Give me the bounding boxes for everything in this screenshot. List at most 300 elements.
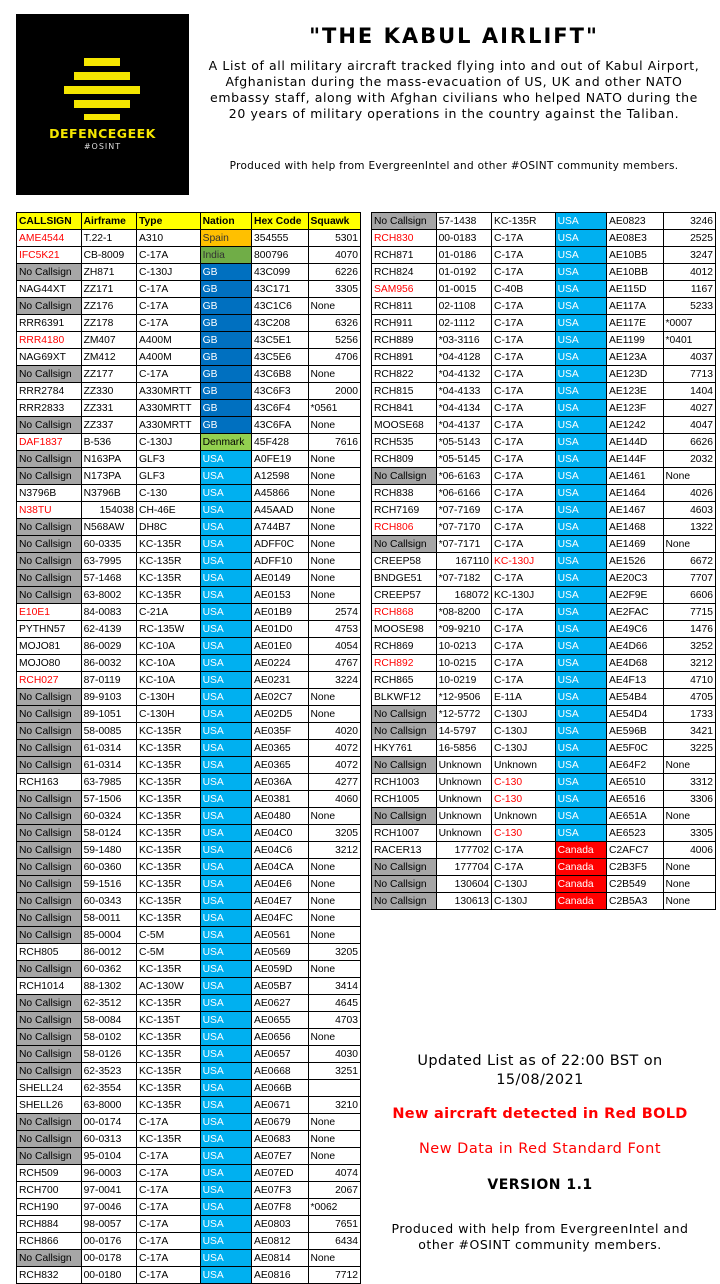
table-row: [17, 604, 361, 621]
airframe-cell: CB-8009: [81, 247, 136, 264]
airframe-cell: 60-0313: [81, 1131, 136, 1148]
type-cell: C-17A: [492, 859, 556, 876]
header-squawk: Squawk: [308, 213, 361, 230]
squawk-cell: *0007: [663, 315, 716, 332]
airframe-cell: 63-8002: [81, 587, 136, 604]
nation-cell: India: [200, 247, 251, 264]
hex-code-cell: A45866: [252, 485, 308, 502]
type-cell: CH-46E: [137, 502, 201, 519]
hex-code-cell: 43C6F4: [252, 400, 308, 417]
nation-cell: Spain: [200, 230, 251, 247]
hex-code-cell: AE651A: [607, 808, 663, 825]
table-row: [17, 315, 361, 332]
squawk-cell: 3305: [663, 825, 716, 842]
type-cell: C-130J: [492, 740, 556, 757]
airframe-cell: 86-0032: [81, 655, 136, 672]
squawk-cell: 4037: [663, 349, 716, 366]
hex-code-cell: AE04CA: [252, 859, 308, 876]
table-row: [17, 944, 361, 961]
type-cell: C-17A: [492, 638, 556, 655]
squawk-cell: 1404: [663, 383, 716, 400]
squawk-cell: 1322: [663, 519, 716, 536]
type-cell: C-17A: [137, 315, 201, 332]
type-cell: C-130J: [137, 434, 201, 451]
type-cell: KC-135R: [137, 757, 201, 774]
table-row: [17, 468, 361, 485]
hex-code-cell: AE123E: [607, 383, 663, 400]
type-cell: C-17A: [492, 417, 556, 434]
callsign-cell: RCH809: [372, 451, 437, 468]
callsign-cell: No Callsign: [17, 706, 82, 723]
airframe-cell: 00-0178: [81, 1250, 136, 1267]
nation-cell: USA: [200, 995, 251, 1012]
callsign-cell: RCH806: [372, 519, 437, 536]
page-title: "THE KABUL AIRLIFT": [309, 24, 599, 48]
table-row: [372, 808, 716, 825]
table-row: [372, 859, 716, 876]
hex-code-cell: AE07F8: [252, 1199, 308, 1216]
hex-code-cell: AE4D66: [607, 638, 663, 655]
credit-bottom: Produced with help from EvergreenIntel and other #OSINT community members.: [391, 1221, 689, 1252]
table-row: [372, 740, 716, 757]
table-row: [17, 689, 361, 706]
nation-cell: USA: [200, 1182, 251, 1199]
callsign-cell: HKY761: [372, 740, 437, 757]
airframe-cell: ZZ176: [81, 298, 136, 315]
squawk-cell: None: [663, 468, 716, 485]
hex-code-cell: ADFF0C: [252, 536, 308, 553]
table-row: [17, 383, 361, 400]
table-row: [17, 961, 361, 978]
hex-code-cell: AE144D: [607, 434, 663, 451]
callsign-cell: No Callsign: [17, 876, 82, 893]
squawk-cell: 7715: [663, 604, 716, 621]
callsign-cell: No Callsign: [17, 1250, 82, 1267]
squawk-cell: None: [308, 1148, 361, 1165]
callsign-cell: RCH830: [372, 230, 437, 247]
table-row: [17, 791, 361, 808]
type-cell: A400M: [137, 349, 201, 366]
nation-cell: USA: [555, 264, 606, 281]
type-cell: C-17A: [492, 332, 556, 349]
table-row: [17, 230, 361, 247]
type-cell: C-17A: [137, 1199, 201, 1216]
table-row: [372, 587, 716, 604]
airframe-cell: *07-7182: [436, 570, 491, 587]
squawk-cell: 4047: [663, 417, 716, 434]
airframe-cell: ZZ337: [81, 417, 136, 434]
hex-code-cell: AE0224: [252, 655, 308, 672]
callsign-cell: No Callsign: [17, 1063, 82, 1080]
nation-cell: USA: [200, 621, 251, 638]
type-cell: KC-135R: [137, 1097, 201, 1114]
airframe-cell: 62-3523: [81, 1063, 136, 1080]
airframe-cell: *03-3116: [436, 332, 491, 349]
table-row: [372, 468, 716, 485]
squawk-cell: 4703: [308, 1012, 361, 1029]
table-row: [372, 536, 716, 553]
squawk-cell: None: [308, 298, 361, 315]
squawk-cell: 1733: [663, 706, 716, 723]
type-cell: KC-135R: [137, 553, 201, 570]
callsign-cell: RCH884: [17, 1216, 82, 1233]
table-row: [372, 757, 716, 774]
hex-code-cell: AE2FAC: [607, 604, 663, 621]
nation-cell: USA: [200, 774, 251, 791]
table-row: [17, 1097, 361, 1114]
nation-cell: USA: [200, 1114, 251, 1131]
table-row: [17, 247, 361, 264]
table-row: [372, 621, 716, 638]
type-cell: C-5M: [137, 944, 201, 961]
callsign-cell: No Callsign: [372, 723, 437, 740]
nation-cell: USA: [200, 1148, 251, 1165]
callsign-cell: No Callsign: [17, 536, 82, 553]
hex-code-cell: A744B7: [252, 519, 308, 536]
callsign-cell: RCH509: [17, 1165, 82, 1182]
type-cell: KC-10A: [137, 672, 201, 689]
airframe-cell: ZZ331: [81, 400, 136, 417]
callsign-cell: NAG44XT: [17, 281, 82, 298]
callsign-cell: No Callsign: [372, 876, 437, 893]
nation-cell: USA: [200, 689, 251, 706]
table-row: [372, 825, 716, 842]
type-cell: C-17A: [492, 315, 556, 332]
squawk-cell: None: [308, 689, 361, 706]
table-row: [372, 417, 716, 434]
callsign-cell: RCH841: [372, 400, 437, 417]
table-row: [17, 519, 361, 536]
type-cell: C-17A: [492, 842, 556, 859]
table-row: [372, 502, 716, 519]
callsign-cell: No Callsign: [372, 859, 437, 876]
hex-code-cell: AE0561: [252, 927, 308, 944]
airframe-cell: 62-3554: [81, 1080, 136, 1097]
type-cell: C-17A: [492, 349, 556, 366]
squawk-cell: 4020: [308, 723, 361, 740]
table-row: [17, 706, 361, 723]
type-cell: C-17A: [137, 281, 201, 298]
squawk-cell: 4277: [308, 774, 361, 791]
table-row: [372, 366, 716, 383]
squawk-cell: None: [308, 1029, 361, 1046]
hex-code-cell: AE64F2: [607, 757, 663, 774]
header-nation: Nation: [200, 213, 251, 230]
type-cell: C-17A: [492, 519, 556, 536]
airframe-cell: *08-8200: [436, 604, 491, 621]
callsign-cell: No Callsign: [17, 740, 82, 757]
nation-cell: USA: [555, 808, 606, 825]
nation-cell: USA: [200, 1267, 251, 1284]
callsign-cell: No Callsign: [17, 825, 82, 842]
type-cell: C-5M: [137, 927, 201, 944]
squawk-cell: 3210: [308, 1097, 361, 1114]
nation-cell: Canada: [555, 842, 606, 859]
airframe-cell: 60-0362: [81, 961, 136, 978]
callsign-cell: No Callsign: [17, 757, 82, 774]
callsign-cell: RCH535: [372, 434, 437, 451]
hex-code-cell: AE0627: [252, 995, 308, 1012]
logo-brand-text: DEFENCEGEEK: [49, 126, 156, 141]
nation-cell: Canada: [555, 876, 606, 893]
nation-cell: USA: [555, 740, 606, 757]
type-cell: C-130H: [137, 689, 201, 706]
squawk-cell: None: [308, 519, 361, 536]
airframe-cell: B-536: [81, 434, 136, 451]
callsign-cell: PYTHN57: [17, 621, 82, 638]
airframe-cell: 16-5856: [436, 740, 491, 757]
hex-code-cell: AE08E3: [607, 230, 663, 247]
header-hex-code: Hex Code: [252, 213, 308, 230]
airframe-cell: N568AW: [81, 519, 136, 536]
hex-code-cell: AE04FC: [252, 910, 308, 927]
squawk-cell: 3306: [663, 791, 716, 808]
hex-code-cell: AE10B5: [607, 247, 663, 264]
hex-code-cell: AE01D0: [252, 621, 308, 638]
type-cell: C-17A: [137, 366, 201, 383]
table-row: [17, 332, 361, 349]
table-row: [17, 757, 361, 774]
hex-code-cell: AE54D4: [607, 706, 663, 723]
callsign-cell: No Callsign: [17, 298, 82, 315]
squawk-cell: 3205: [308, 825, 361, 842]
table-row: [372, 281, 716, 298]
nation-cell: USA: [555, 519, 606, 536]
updated-notice: Updated List as of 22:00 BST on 15/08/2021: [417, 1053, 663, 1088]
nation-cell: USA: [555, 349, 606, 366]
squawk-cell: 4060: [308, 791, 361, 808]
nation-cell: GB: [200, 332, 251, 349]
squawk-cell: 6226: [308, 264, 361, 281]
squawk-cell: 3252: [663, 638, 716, 655]
callsign-cell: No Callsign: [17, 723, 82, 740]
nation-cell: USA: [555, 502, 606, 519]
type-cell: KC-135R: [137, 893, 201, 910]
squawk-cell: 4710: [663, 672, 716, 689]
table-row: [372, 400, 716, 417]
squawk-cell: 6626: [663, 434, 716, 451]
table-row: [372, 383, 716, 400]
callsign-cell: DAF1837: [17, 434, 82, 451]
table-row: [17, 417, 361, 434]
nation-cell: USA: [555, 400, 606, 417]
callsign-cell: No Callsign: [17, 1131, 82, 1148]
hex-code-cell: AE0231: [252, 672, 308, 689]
type-cell: C-17A: [492, 434, 556, 451]
hex-code-cell: AE1468: [607, 519, 663, 536]
nation-cell: USA: [555, 213, 606, 230]
nation-cell: USA: [200, 740, 251, 757]
hex-code-cell: AE059D: [252, 961, 308, 978]
squawk-cell: 2067: [308, 1182, 361, 1199]
nation-cell: GB: [200, 383, 251, 400]
callsign-cell: RCH811: [372, 298, 437, 315]
table-row: [372, 570, 716, 587]
table-row: [17, 825, 361, 842]
callsign-cell: RCH866: [17, 1233, 82, 1250]
table-row: [17, 1046, 361, 1063]
table-row: [372, 349, 716, 366]
hex-code-cell: AE035F: [252, 723, 308, 740]
nation-cell: USA: [200, 604, 251, 621]
airframe-cell: *07-7170: [436, 519, 491, 536]
squawk-cell: 2032: [663, 451, 716, 468]
nation-cell: USA: [200, 536, 251, 553]
nation-cell: GB: [200, 281, 251, 298]
nation-cell: USA: [200, 978, 251, 995]
type-cell: C-17A: [492, 264, 556, 281]
squawk-cell: 4705: [663, 689, 716, 706]
table-row: [372, 723, 716, 740]
squawk-cell: 1167: [663, 281, 716, 298]
hex-code-cell: C2B3F5: [607, 859, 663, 876]
squawk-cell: 3205: [308, 944, 361, 961]
type-cell: KC-135R: [137, 825, 201, 842]
callsign-cell: No Callsign: [17, 995, 82, 1012]
header-type: Type: [137, 213, 201, 230]
squawk-cell: None: [308, 808, 361, 825]
header-callsign: CALLSIGN: [17, 213, 82, 230]
logo-bar: [64, 86, 140, 94]
type-cell: C-17A: [137, 1182, 201, 1199]
airframe-cell: 00-0174: [81, 1114, 136, 1131]
airframe-cell: 01-0192: [436, 264, 491, 281]
hex-code-cell: AE0365: [252, 740, 308, 757]
hex-code-cell: AE0679: [252, 1114, 308, 1131]
callsign-cell: RRR2784: [17, 383, 82, 400]
nation-cell: USA: [555, 281, 606, 298]
hex-code-cell: AE0480: [252, 808, 308, 825]
hex-code-cell: AE1464: [607, 485, 663, 502]
squawk-cell: 3251: [308, 1063, 361, 1080]
nation-cell: USA: [555, 315, 606, 332]
type-cell: C-17A: [137, 247, 201, 264]
type-cell: C-17A: [492, 621, 556, 638]
table-row: [17, 774, 361, 791]
table-row: [372, 434, 716, 451]
hex-code-cell: AE04C6: [252, 842, 308, 859]
callsign-cell: RCH1007: [372, 825, 437, 842]
hex-code-cell: AE115D: [607, 281, 663, 298]
airframe-cell: 00-0183: [436, 230, 491, 247]
airframe-cell: 02-1108: [436, 298, 491, 315]
hex-code-cell: 43C099: [252, 264, 308, 281]
table-row: [17, 910, 361, 927]
nation-cell: USA: [555, 587, 606, 604]
type-cell: E-11A: [492, 689, 556, 706]
airframe-cell: *04-4137: [436, 417, 491, 434]
airframe-cell: 58-0011: [81, 910, 136, 927]
type-cell: A330MRTT: [137, 383, 201, 400]
squawk-cell: None: [308, 570, 361, 587]
squawk-cell: 7712: [308, 1267, 361, 1284]
callsign-cell: No Callsign: [17, 1046, 82, 1063]
airframe-cell: 57-1506: [81, 791, 136, 808]
table-row: [17, 842, 361, 859]
type-cell: C-130J: [137, 264, 201, 281]
squawk-cell: None: [308, 910, 361, 927]
table-row: [17, 1029, 361, 1046]
nation-cell: USA: [200, 1063, 251, 1080]
hex-code-cell: AE01E0: [252, 638, 308, 655]
airframe-cell: 60-0324: [81, 808, 136, 825]
squawk-cell: 5233: [663, 298, 716, 315]
squawk-cell: None: [308, 485, 361, 502]
squawk-cell: 4006: [663, 842, 716, 859]
squawk-cell: None: [663, 859, 716, 876]
squawk-cell: 3212: [663, 655, 716, 672]
table-row: [17, 264, 361, 281]
nation-cell: USA: [200, 655, 251, 672]
nation-cell: USA: [555, 247, 606, 264]
table-row: [372, 519, 716, 536]
callsign-cell: MOJO80: [17, 655, 82, 672]
squawk-cell: 5301: [308, 230, 361, 247]
callsign-cell: No Callsign: [17, 1114, 82, 1131]
type-cell: KC-135R: [137, 774, 201, 791]
table-row: [17, 1250, 361, 1267]
table-row: [372, 451, 716, 468]
hex-code-cell: AE4D68: [607, 655, 663, 672]
table-row: [17, 638, 361, 655]
callsign-cell: IFC5K21: [17, 247, 82, 264]
hex-code-cell: 43C6B8: [252, 366, 308, 383]
nation-cell: USA: [200, 1233, 251, 1250]
hex-code-cell: AE5F0C: [607, 740, 663, 757]
type-cell: KC-135R: [137, 842, 201, 859]
squawk-cell: 1476: [663, 621, 716, 638]
callsign-cell: SHELL26: [17, 1097, 82, 1114]
airframe-cell: 130604: [436, 876, 491, 893]
type-cell: C-17A: [137, 1165, 201, 1182]
nation-cell: GB: [200, 417, 251, 434]
callsign-cell: E10E1: [17, 604, 82, 621]
type-cell: C-130J: [492, 893, 556, 910]
type-cell: C-17A: [137, 1233, 201, 1250]
intro-text: A List of all military aircraft tracked flying into and out of Kabul Airport, Afghanistan during the mass-evacuation of US, UK and other NATO embassy staff, along with Afghan civilians who helped NATO during the 20 years of military operations in the country against the Taliban.: [208, 58, 700, 121]
type-cell: KC-135R: [137, 1029, 201, 1046]
airframe-cell: 154038: [81, 502, 136, 519]
nation-cell: USA: [200, 1097, 251, 1114]
hex-code-cell: AE1467: [607, 502, 663, 519]
version-label: VERSION 1.1: [487, 1177, 593, 1193]
squawk-cell: None: [308, 876, 361, 893]
airframe-cell: 57-1468: [81, 570, 136, 587]
nation-cell: USA: [200, 927, 251, 944]
squawk-cell: None: [663, 808, 716, 825]
airframe-cell: 86-0012: [81, 944, 136, 961]
nation-cell: USA: [200, 1080, 251, 1097]
callsign-cell: No Callsign: [372, 808, 437, 825]
hex-code-cell: 800796: [252, 247, 308, 264]
airframe-cell: 10-0213: [436, 638, 491, 655]
type-cell: Unknown: [492, 757, 556, 774]
hex-code-cell: 43C6F3: [252, 383, 308, 400]
callsign-cell: No Callsign: [17, 366, 82, 383]
airframe-cell: N3796B: [81, 485, 136, 502]
type-cell: C-17A: [492, 230, 556, 247]
squawk-cell: 2525: [663, 230, 716, 247]
hex-code-cell: AE02D5: [252, 706, 308, 723]
squawk-cell: 3421: [663, 723, 716, 740]
table-row: [17, 485, 361, 502]
squawk-cell: 3312: [663, 774, 716, 791]
callsign-cell: No Callsign: [17, 961, 82, 978]
table-row: [372, 791, 716, 808]
airframe-cell: *04-4134: [436, 400, 491, 417]
callsign-cell: No Callsign: [17, 468, 82, 485]
hex-code-cell: AE1469: [607, 536, 663, 553]
